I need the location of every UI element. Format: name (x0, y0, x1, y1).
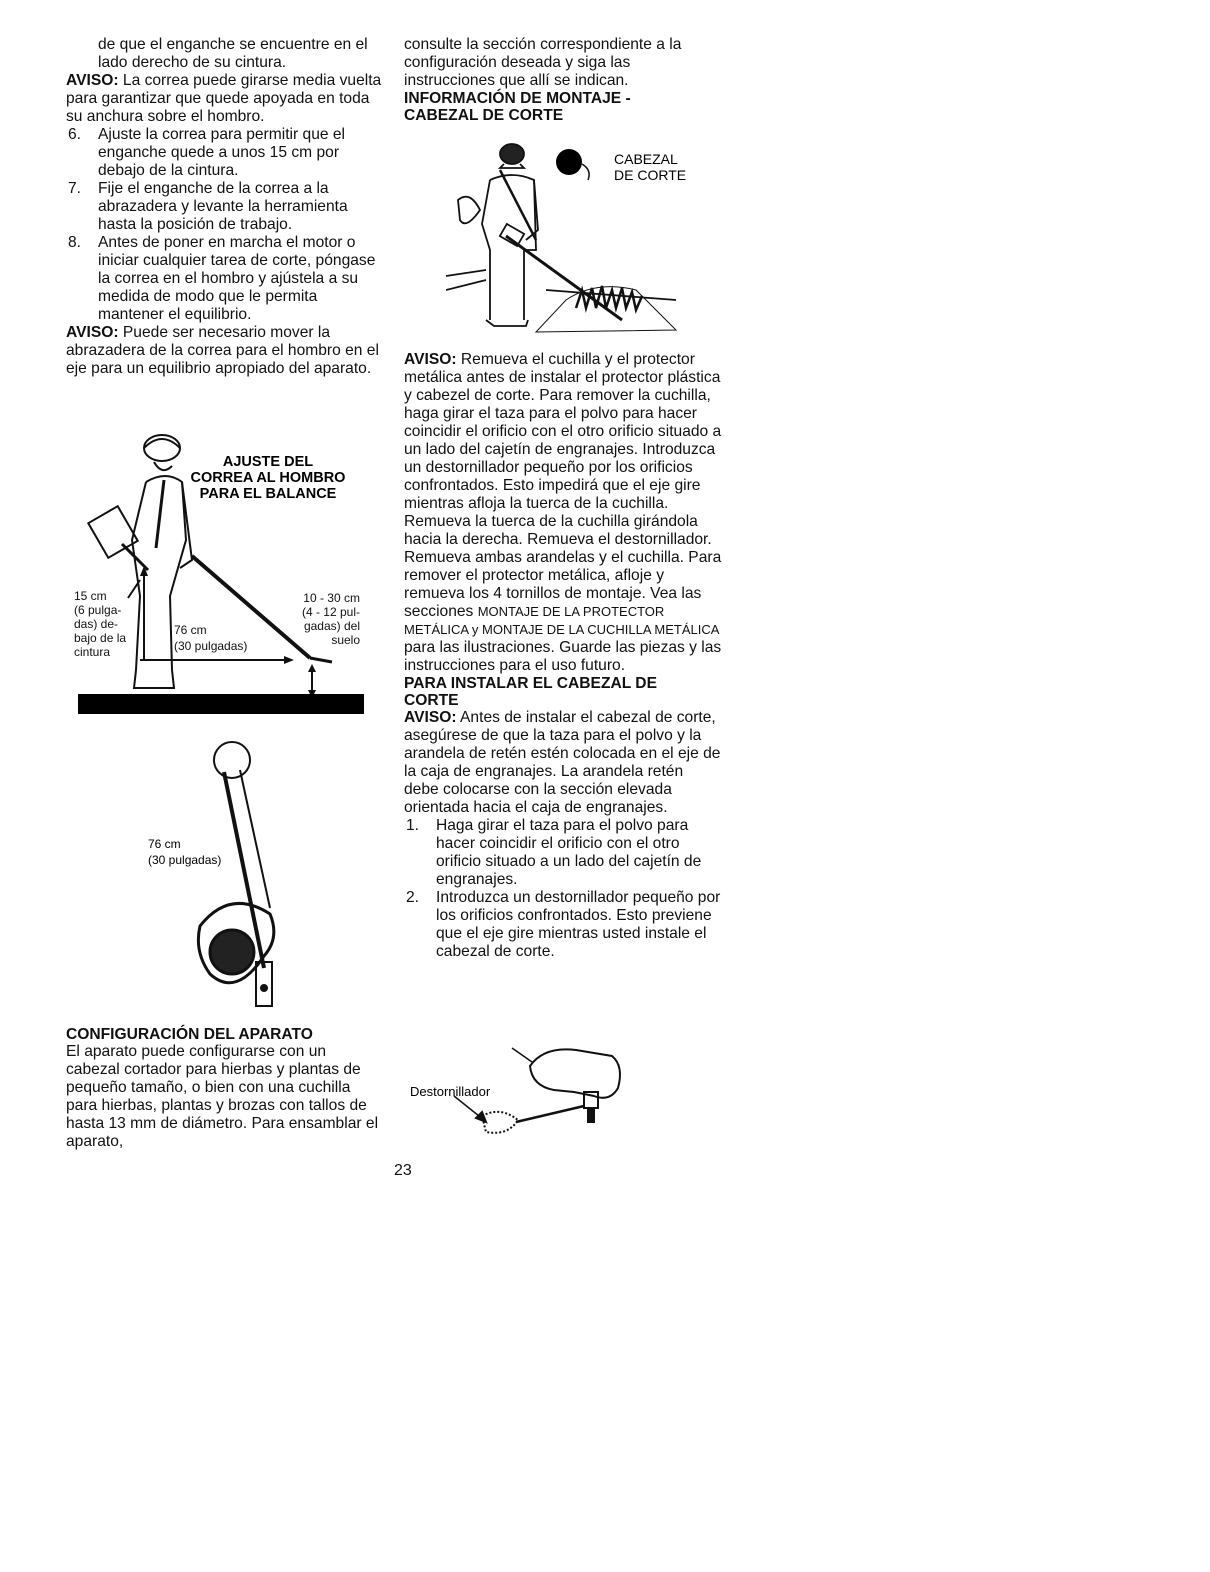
aviso-label: AVISO: (404, 351, 457, 368)
heading-montaje-line-2: CABEZAL DE CORTE (404, 107, 564, 124)
fig3-label-1: CABEZAL (614, 151, 678, 167)
aviso-text: Remueva el cuchilla y el protector metálica antes de instalar el protector plástica y cabezel de corte. Para remover la cuchilla, haga girar el taza para el polvo para hacer coincidir el orificio con el otro orificio situado a un lado del cajetín de engranajes. Introduzca un destornillador pequeño por los orificios confrontados. Esto impedirá que el eje gire mientras afloja la tuerca de la cuchilla. Remueva la tuerca de la cuchilla girándola hacia la derecha. Remueva el destornillador. Remueva ambas arandelas y el cuchilla. Para remover el protector metálica, afloje y remueva los 4 tornillos de montaje. Vea las secciones (404, 351, 722, 620)
fig1-title-1: AJUSTE DEL (222, 454, 314, 470)
fig1-left-label-1: 15 cm (74, 589, 107, 603)
aviso-tail: para las ilustraciones. Guarde las piezas y las instrucciones para el uso futuro. (404, 639, 722, 674)
list-item (66, 180, 382, 234)
fig3-label-2: DE CORTE (614, 167, 687, 183)
left-column (66, 36, 382, 378)
fig2-label-1: 76 cm (148, 837, 181, 851)
step-text: Fije el enganche de la correa a la abrazadera y levante la herramienta hasta la posición de trabajo. (98, 180, 348, 233)
screwdriver-label: Destornillador (410, 1084, 491, 1099)
step-text: Introduzca un destornillador pequeño por los orificios confrontados. Esto previene que el eje gire mientras usted instale el cabezal de corte. (436, 889, 721, 960)
list-item (404, 889, 722, 961)
step-number: 2. (406, 889, 420, 906)
fig1-left-label-4: bajo de la (74, 631, 127, 645)
cutting-head-figure (446, 140, 716, 340)
aviso-text: La correa puede girarse media vuelta para garantizar que quede apoyada en toda su anchura sobre el hombro. (66, 72, 382, 125)
aviso-strap-note (66, 72, 382, 126)
right-column (404, 36, 722, 124)
page-number: 23 (394, 1162, 412, 1179)
list-item (66, 234, 382, 324)
aviso-remove-blade (404, 351, 722, 675)
list-item (404, 817, 722, 889)
aviso-label: AVISO: (404, 709, 457, 726)
step-number: 7. (68, 180, 82, 197)
list-item (66, 126, 382, 180)
aviso-label: AVISO: (66, 324, 119, 341)
aviso-section-ref: MONTAJE DE LA PROTECTOR METÁLICA y MONTAJE DE LA CUCHILLA METÁLICA (404, 604, 720, 637)
config-heading: CONFIGURACIÓN DEL APARATO (66, 1026, 313, 1043)
left-intro: de que el enganche se encuentre en el lado derecho de su cintura. (98, 36, 368, 71)
aviso-label: AVISO: (66, 72, 119, 89)
step-number: 6. (68, 126, 82, 143)
fig1-right-label-2: (4 - 12 pul- (301, 605, 360, 619)
step-number: 8. (68, 234, 82, 251)
fig1-mid-label-1: 76 cm (174, 623, 207, 637)
fig1-left-label-5: cintura (74, 645, 111, 659)
step-text: Haga girar el taza para el polvo para hacer coincidir el orificio con el otro orificio situado a un lado del cajetín de engranajes. (436, 817, 702, 888)
right-intro: consulte la sección correspondiente a la configuración deseada y siga las instrucciones que allí se indican. (404, 36, 682, 89)
fig1-left-label-2: (6 pulga- (74, 603, 122, 617)
heading-montaje-line-1: INFORMACIÓN DE MONTAJE - (404, 90, 631, 107)
aviso-balance-note (66, 324, 382, 378)
fig1-right-label-3: gadas) del (303, 619, 360, 633)
aviso-install-note (404, 709, 722, 817)
aviso-text: Antes de instalar el cabezal de corte, asegúrese de que la taza para el polvo y la arandela de retén estén colocada en el eje de la caja de engranajes. La arandela retén debe colocarse con la sección elevada orientada hacia el caja de engranajes. (404, 709, 721, 816)
aviso-text: Puede ser necesario mover la abrazadera de la correa para el hombro en el eje para un equilibrio apropiado del aparato. (66, 324, 379, 377)
fig1-mid-label-2: (30 pulgadas) (174, 639, 248, 653)
strap-balance-figure (74, 420, 374, 720)
install-steps-list (404, 817, 722, 961)
screwdriver-figure (404, 1036, 654, 1156)
fig1-right-label-4: suelo (331, 633, 360, 647)
fig1-title-3: PARA EL BALANCE (199, 486, 337, 502)
right-column-lower (404, 351, 722, 961)
step-number: 1. (406, 817, 420, 834)
fig2-label-2: (30 pulgadas) (148, 853, 222, 867)
strap-steps-list (66, 126, 382, 324)
fig1-left-label-3: das) de- (74, 617, 119, 631)
fig1-title-2: CORREA AL HOMBRO (190, 470, 346, 486)
heading-instalar-line-2: CORTE (404, 692, 459, 709)
config-section (66, 1026, 382, 1151)
unit-length-figure (140, 738, 300, 1018)
fig1-right-label-1: 10 - 30 cm (303, 591, 360, 605)
step-text: Ajuste la correa para permitir que el enganche quede a unos 15 cm por debajo de la cintura. (98, 126, 346, 179)
config-text: El aparato puede configurarse con un cabezal cortador para hierbas y plantas de pequeño tamaño, o bien con una cuchilla para hierbas, plantas y brozas con tallos de hasta 13 mm de diámetro. Para ensamblar el aparato, (66, 1043, 379, 1150)
cutting-head-icon (556, 149, 582, 175)
ground-bar (78, 694, 364, 714)
heading-instalar-line-1: PARA INSTALAR EL CABEZAL DE (404, 675, 657, 692)
step-text: Antes de poner en marcha el motor o iniciar cualquier tarea de corte, póngase la correa en el hombro y ajústela a su medida de modo que le permita mantener el equilibrio. (98, 234, 376, 323)
